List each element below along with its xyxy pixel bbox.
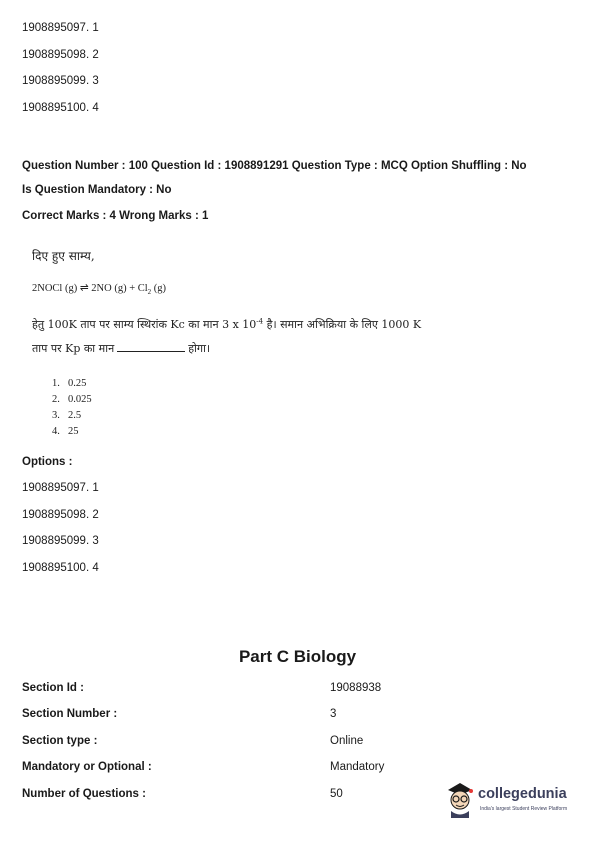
question-statement-line2 — [32, 341, 210, 356]
option-1: 1908895097. 1 — [22, 482, 99, 494]
equilibrium-arrow-icon: ⇌ — [79, 283, 89, 294]
collegedunia-mascot-icon — [444, 780, 476, 820]
section-id-value: 19088938 — [330, 682, 382, 694]
prev-option-3: 1908895099. 3 — [22, 75, 99, 87]
statement-line2-b: होगा। — [188, 342, 211, 355]
option-3: 1908895099. 3 — [22, 535, 99, 547]
section-id-label: Section Id : — [22, 682, 84, 694]
question-mandatory: Is Question Mandatory : No — [22, 184, 172, 196]
question-marks: Correct Marks : 4 Wrong Marks : 1 — [22, 210, 209, 222]
choice-item: 4. 25 — [52, 426, 79, 437]
choice-item: 3. 2.5 — [52, 410, 82, 421]
section-type-value: Online — [330, 735, 364, 747]
section-type-label: Section type : — [22, 735, 98, 747]
prev-option-2: 1908895098. 2 — [22, 49, 99, 61]
logo-tagline: India's largest Student Review Platform — [480, 806, 568, 812]
question-count-value: 50 — [330, 788, 343, 800]
equation-reactant: 2NOCl (g) — [32, 283, 78, 294]
choice-item: 2. 0.025 — [52, 394, 92, 405]
answer-choices — [52, 376, 92, 440]
mandatory-value: Mandatory — [330, 761, 385, 773]
choice-item: 1. 0.25 — [52, 378, 87, 389]
equation-products: 2NO (g) + Cl — [91, 283, 148, 294]
statement-line2-a: ताप पर Kp का मान — [32, 342, 115, 355]
option-2: 1908895098. 2 — [22, 509, 99, 521]
statement-exponent: -4 — [256, 317, 264, 326]
section-number-label: Section Number : — [22, 708, 118, 720]
chemical-equation — [32, 282, 166, 296]
part-title: Part C Biology — [238, 647, 357, 666]
question-statement-line1 — [32, 317, 421, 332]
mandatory-label: Mandatory or Optional : — [22, 761, 152, 773]
equation-subscript: 2 — [147, 288, 152, 297]
equation-end: (g) — [153, 283, 167, 294]
prev-option-1: 1908895097. 1 — [22, 22, 99, 34]
question-header: Question Number : 100 Question Id : 1908891291 Question Type : MCQ Option Shuffling : No — [22, 160, 527, 172]
options-label: Options : — [22, 456, 73, 468]
logo-name: collegedunia — [478, 786, 567, 802]
question-intro: दिए हुए साम्य, — [32, 249, 95, 263]
answer-blank — [117, 342, 185, 352]
statement-part1: हेतु 100K ताप पर साम्य स्थिरांक Kc का मान 3 x 10 — [32, 318, 257, 331]
statement-part2: है। समान अभिक्रिया के लिए 1000 K — [266, 318, 422, 331]
option-4: 1908895100. 4 — [22, 562, 99, 574]
question-count-label: Number of Questions : — [22, 788, 146, 800]
section-number-value: 3 — [330, 708, 337, 720]
prev-option-4: 1908895100. 4 — [22, 102, 99, 114]
